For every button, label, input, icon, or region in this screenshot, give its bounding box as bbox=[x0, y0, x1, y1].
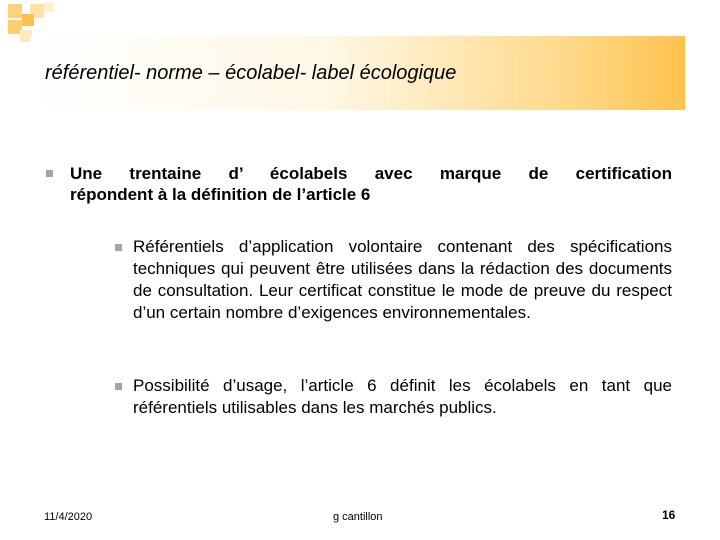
sub-bullet-1: Référentiels d’application volontaire contenant des spécifications techniques qui peuvent être utilisées dans la rédaction des documents de consultation. Leur certificat constitue le mode de preuve du respect d’un certain nombre d’exigences environnementales. bbox=[133, 237, 672, 322]
main-bullet-line-2: répondent à la définition de l’article 6 bbox=[70, 185, 371, 204]
decor-square bbox=[44, 2, 54, 12]
bullet-square bbox=[46, 170, 53, 177]
bullet-square bbox=[115, 383, 122, 390]
main-bullet-text bbox=[70, 163, 672, 205]
bullet-square bbox=[115, 244, 122, 251]
slide-title: référentiel- norme – écolabel- label écologique bbox=[45, 62, 457, 84]
sub-bullet-2: Possibilité d’usage, l’article 6 définit les écolabels en tant que référentiels utilisables dans les marchés publics. bbox=[133, 376, 672, 417]
page-number: 16 bbox=[662, 508, 676, 522]
decor-square bbox=[8, 4, 22, 18]
footer-author: g cantillon bbox=[333, 511, 383, 523]
main-bullet-line-1: Une trentaine d’ écolabels avec marque de certification bbox=[70, 164, 672, 183]
footer-date: 11/4/2020 bbox=[44, 511, 93, 523]
decor-square bbox=[22, 14, 34, 26]
